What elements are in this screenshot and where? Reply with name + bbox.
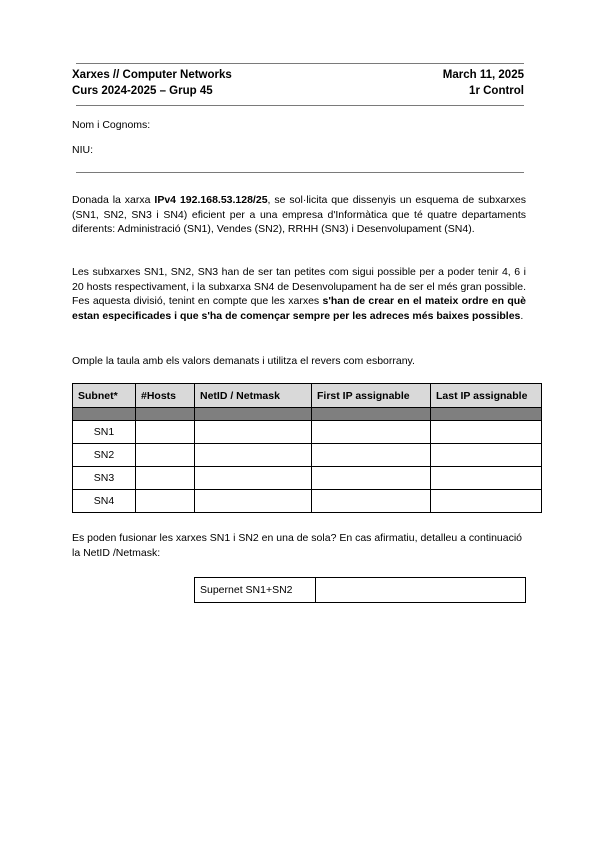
netid-cell[interactable] xyxy=(195,421,312,444)
col-first-ip: First IP assignable xyxy=(312,384,431,408)
name-field-label: Nom i Cognoms: xyxy=(72,119,151,131)
col-netid: NetID / Netmask xyxy=(195,384,312,408)
last-ip-cell[interactable] xyxy=(431,490,542,513)
last-ip-cell[interactable] xyxy=(431,421,542,444)
hosts-cell[interactable] xyxy=(136,490,195,513)
header-line-2 xyxy=(72,84,524,99)
network-address: IPv4 192.168.53.128/25 xyxy=(154,194,268,206)
paragraph-requirements: Les subxarxes SN1, SN2, SN3 han de ser tan petites com sigui possible per a poder tenir 4, 6 i 20 hosts respectivament, i la subxarxa SN4 de Desenvolupament ha de ser el més gran possible. Fes aquesta divisió, tenint en compte que les xarxes s'han de crear en el mateix ordre en què estan especificades i que s'ha de començar sempre per les adreces més baixes possibles. xyxy=(72,266,527,322)
col-hosts: #Hosts xyxy=(136,384,195,408)
top-rule xyxy=(76,63,524,64)
header-line-1 xyxy=(72,68,524,83)
hosts-cell[interactable] xyxy=(136,444,195,467)
netid-cell[interactable] xyxy=(195,444,312,467)
col-subnet: Subnet* xyxy=(73,384,136,408)
supernet-question: Es poden fusionar les xarxes SN1 i SN2 en una de sola? En cas afirmatiu, detalleu a continuació la NetID /Netmask: xyxy=(72,532,523,559)
table-separator-row xyxy=(73,408,542,421)
netid-cell[interactable] xyxy=(195,490,312,513)
niu-field-label: NIU: xyxy=(72,144,93,156)
exam-date: March 11, 2025 xyxy=(442,69,524,81)
subnet-label: SN1 xyxy=(73,421,136,444)
course-group: Curs 2024-2025 – Grup 45 xyxy=(72,85,213,97)
fields-rule xyxy=(76,172,524,173)
last-ip-cell[interactable] xyxy=(431,444,542,467)
subnet-label: SN2 xyxy=(73,444,136,467)
col-last-ip: Last IP assignable xyxy=(431,384,542,408)
table-header-row xyxy=(73,384,542,408)
table-row xyxy=(73,467,542,490)
header-rule xyxy=(76,105,524,106)
subnet-table xyxy=(72,383,542,513)
table-row xyxy=(73,421,542,444)
paragraph-statement: Donada la xarxa IPv4 192.168.53.128/25, se sol·licita que dissenyis un esquema de subxarxes (SN1, SN2, SN3 i SN4) eficient per a una empresa d'Informàtica que té quatre departaments diferents: Administració (SN1), Vendes (SN2), RRHH (SN3) i Desenvolupament (SN4). xyxy=(72,194,526,236)
first-ip-cell[interactable] xyxy=(312,490,431,513)
table-row xyxy=(73,490,542,513)
instruction-text: Omple la taula amb els valors demanats i utilitza el revers com esborrany. xyxy=(72,355,415,367)
supernet-answer-cell[interactable] xyxy=(316,578,526,603)
supernet-label: Supernet SN1+SN2 xyxy=(195,578,316,603)
first-ip-cell[interactable] xyxy=(312,444,431,467)
subnet-label: SN3 xyxy=(73,467,136,490)
course-title: Xarxes // Computer Networks xyxy=(72,69,232,81)
hosts-cell[interactable] xyxy=(136,421,195,444)
hosts-cell[interactable] xyxy=(136,467,195,490)
first-ip-cell[interactable] xyxy=(312,421,431,444)
subnet-label: SN4 xyxy=(73,490,136,513)
supernet-row xyxy=(195,578,526,603)
exam-name: 1r Control xyxy=(469,85,524,97)
supernet-table xyxy=(194,577,526,603)
last-ip-cell[interactable] xyxy=(431,467,542,490)
netid-cell[interactable] xyxy=(195,467,312,490)
first-ip-cell[interactable] xyxy=(312,467,431,490)
table-row xyxy=(73,444,542,467)
order-requirement: s'han de crear en el mateix ordre en què estan especificades i que s'ha de començar sempre per les adreces més baixes possibles xyxy=(72,295,527,322)
